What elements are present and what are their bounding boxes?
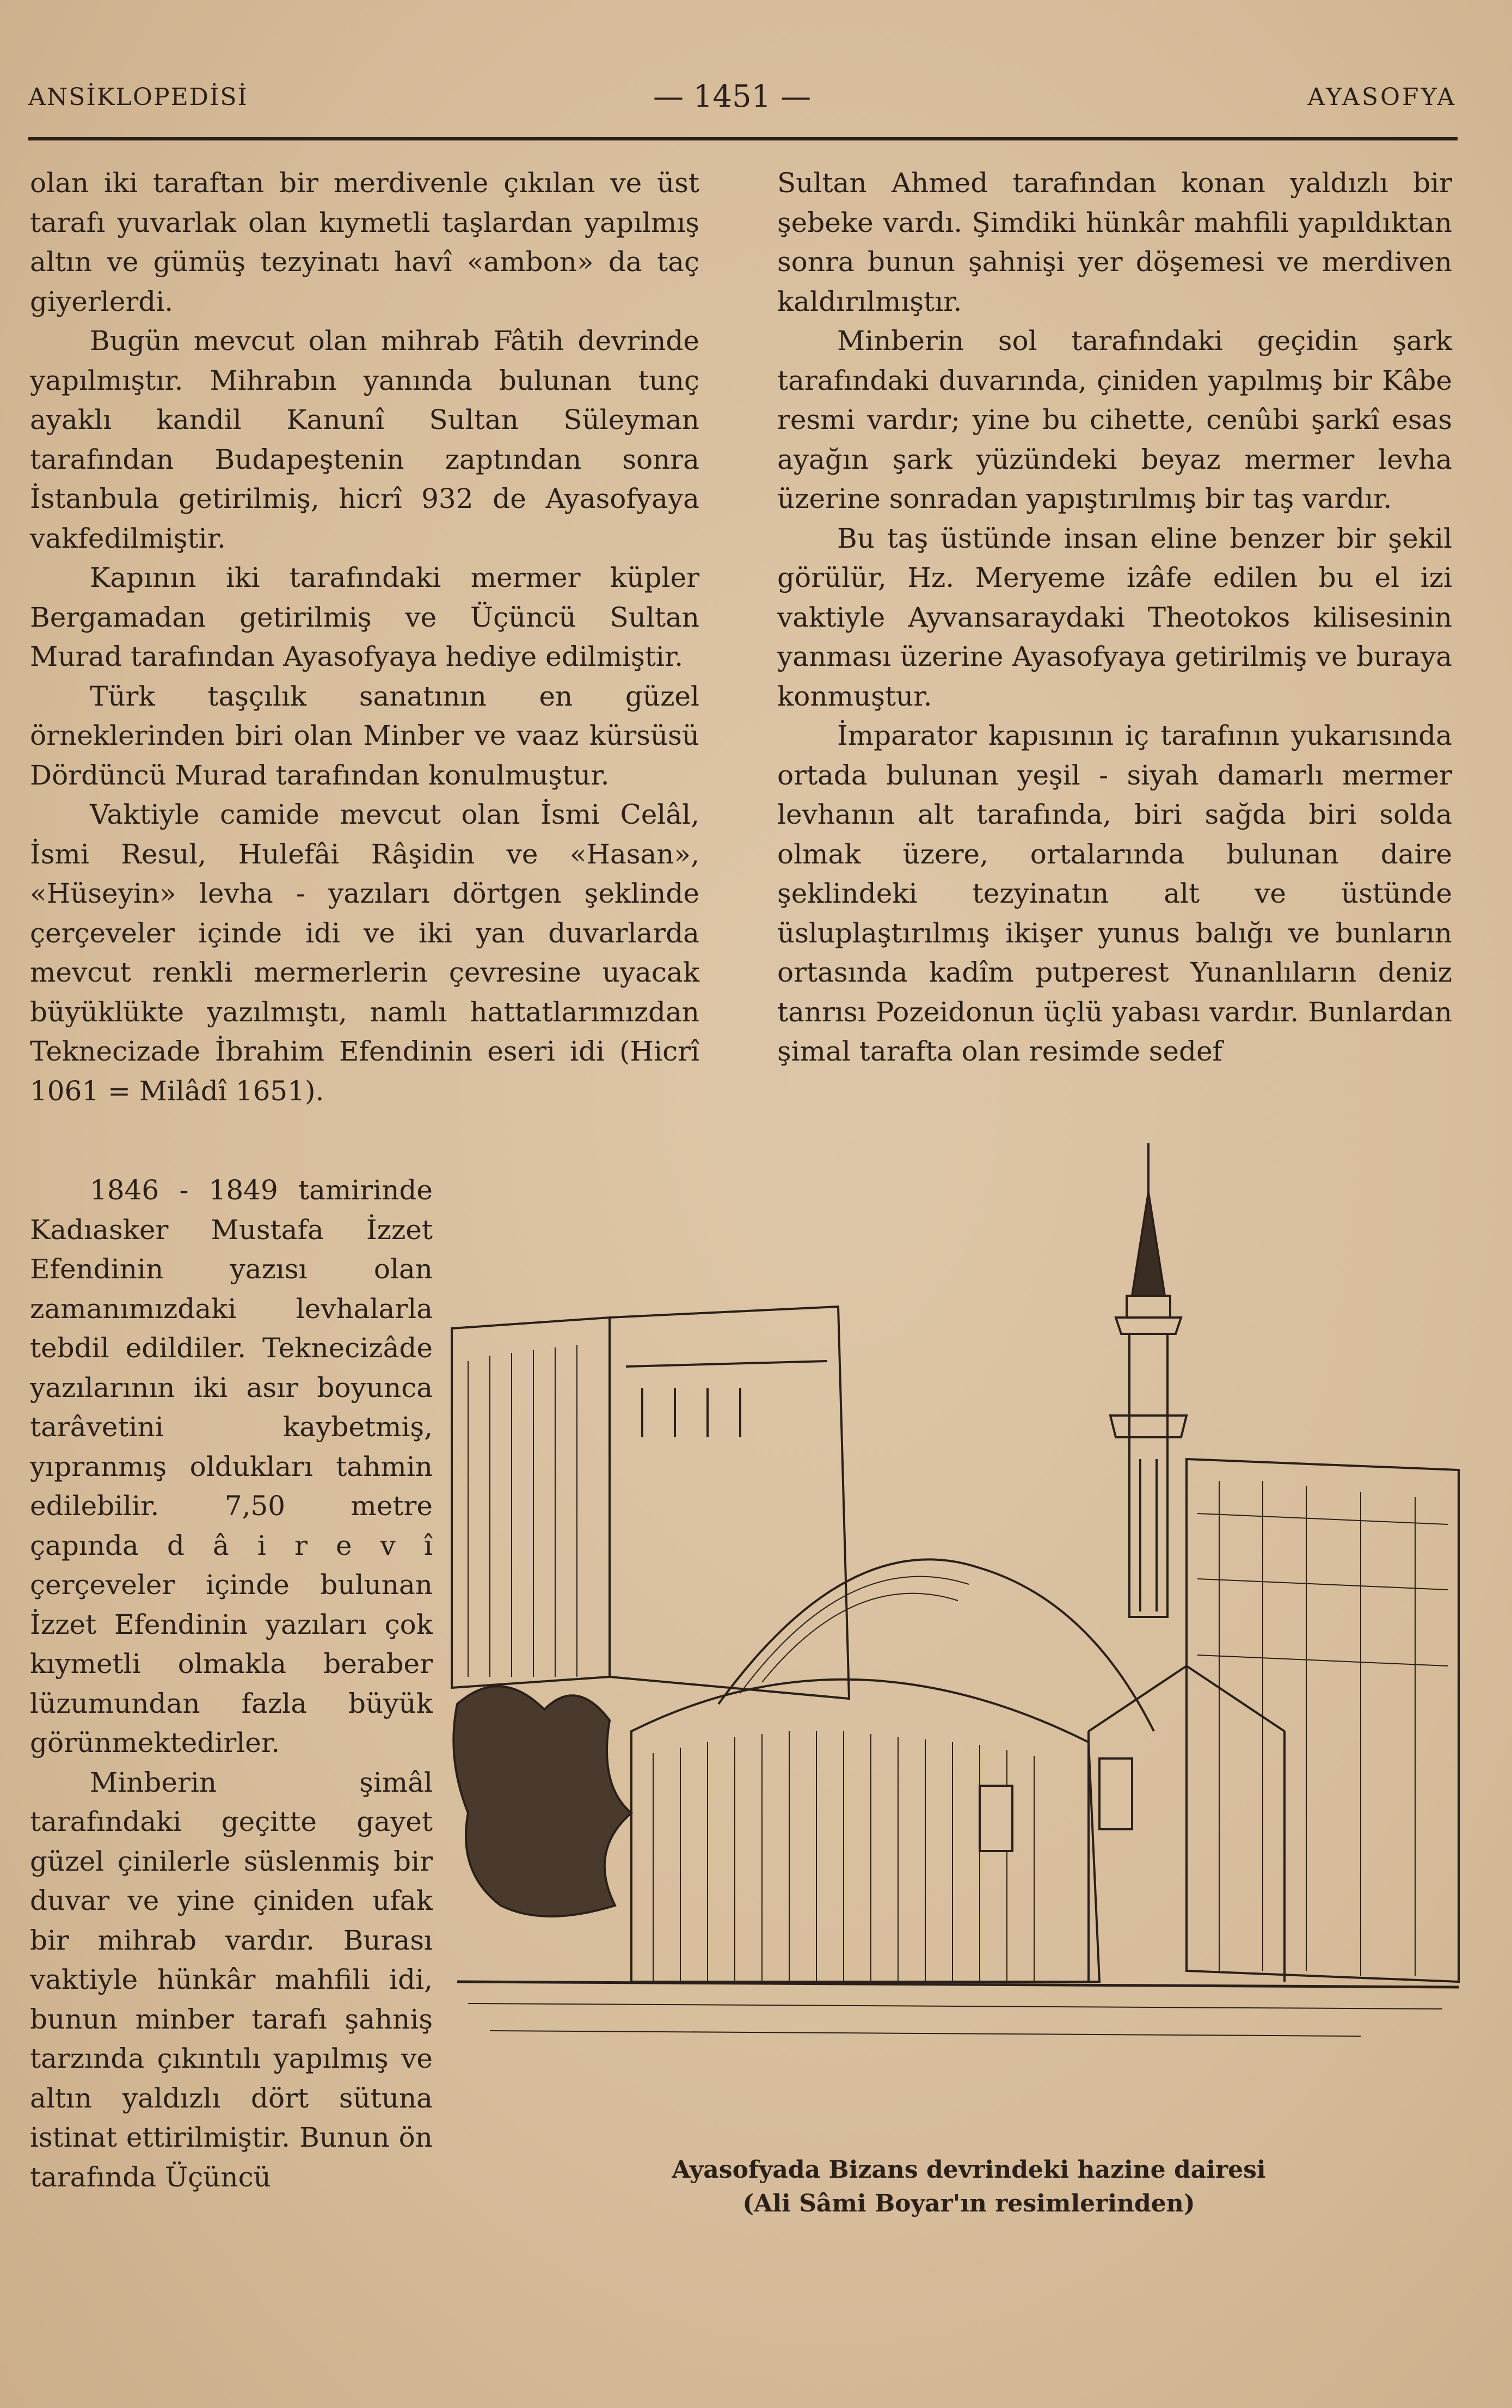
- illustration-treasury-building: [435, 1132, 1470, 2107]
- right-paragraph: Sultan Ahmed tarafından konan yaldızlı bir şebeke vardı. Şimdiki hünkâr mahfili yapıldıktan sonra bunun şahnişi yer döşemesi ve merdiven kaldırılmıştır.: [777, 167, 1452, 317]
- header-encyclopedia-label: ANSİKLOPEDİSİ: [28, 83, 248, 111]
- figure-caption: [626, 2153, 1312, 2221]
- right-paragraph: Minberin sol tarafındaki geçidin şark tarafındaki duvarında, çiniden yapılmış bir Kâbe resmi vardır; yine bu cihette, cenûbi şarkî esas ayağın şark yüzündeki beyaz mermer levha üzerine sonradan yapıştırılmış bir taş vardır.: [777, 325, 1452, 514]
- page-header: [0, 79, 1512, 122]
- caption-line-1: Ayasofyada Bizans devrindeki hazine dairesi: [672, 2156, 1266, 2184]
- left-narrow-paragraph: Minberin şimâl tarafındaki geçitte gayet güzel çinilerle süslenmiş bir duvar ve yine çiniden ufak bir mihrab vardır. Burası vaktiyle hünkâr mahfili idi, bunun minber tarafı şahniş tarzında çıkıntılı yapılmış ve altın yaldızlı dört sütuna istinat ettirilmiştir. Bunun ön tarafında Üçüncü: [30, 1766, 433, 2193]
- drawing: [435, 1132, 1470, 2107]
- right-paragraph: Bu taş üstünde insan eline benzer bir şekil görülür, Hz. Meryeme izâfe edilen bu el izi vaktiyle Ayvansaraydaki Theotokos kilisesinin yanması üzerine Ayasofyaya getirilmiş ve buraya konmuştur.: [777, 522, 1452, 712]
- right-column: [777, 163, 1452, 1071]
- header-rule: [28, 137, 1458, 140]
- left-paragraph: Türk taşçılık sanatının en güzel örneklerinden biri olan Minber ve vaaz kürsüsü Dördüncü Murad tarafından konulmuştur.: [30, 680, 699, 791]
- left-paragraph: olan iki taraftan bir merdivenle çıkılan ve üst tarafı yuvarlak olan kıymetli taşlardan yapılmış altın ve gümüş tezyinatı havî «ambon» da taç giyerlerdi.: [30, 167, 699, 317]
- left-column: [30, 163, 699, 1111]
- right-paragraph: İmparator kapısının iç tarafının yukarısında ortada bulunan yeşil - siyah damarlı mermer levhanın alt tarafında, biri sağda biri solda olmak üzere, ortalarında bulunan daire şeklindeki tezyinatın alt ve üstünde üsluplaştırılmış ikişer yunus balığı ve bunların ortasında kadîm putperest Yunanlıların deniz tanrısı Pozeidonun üçlü yabası vardır. Bunlardan şimal tarafta olan resimde sedef: [777, 720, 1452, 1067]
- left-paragraph: Bugün mevcut olan mihrab Fâtih devrinde yapılmıştır. Mihrabın yanında bulunan tunç ayaklı kandil Kanunî Sultan Süleyman tarafından Budapeştenin zaptından sonra İstanbula getirilmiş, hicrî 932 de Ayasofyaya vakfedilmiştir.: [30, 325, 699, 554]
- left-narrow-column: [30, 1171, 433, 2197]
- header-entry-title: AYASOFYA: [1307, 83, 1456, 111]
- left-paragraph: Vaktiyle camide mevcut olan İsmi Celâl, İsmi Resul, Hulefâi Râşidin ve «Hasan», «Hüseyin» levha - yazıları dörtgen şeklinde çerçeveler içinde idi ve iki yan duvarlarda mevcut renkli mermerlerin çevresine uyacak büyüklükte yazılmıştı, namlı hattatlarımızdan Teknecizade İbrahim Efendinin eseri idi (Hicrî 1061 = Milâdî 1651).: [30, 799, 699, 1107]
- left-paragraph: Kapının iki tarafındaki mermer küpler Bergamadan getirilmiş ve Üçüncü Sultan Murad tarafından Ayasofyaya hediye edilmiştir.: [30, 562, 699, 672]
- left-narrow-paragraph: 1846 - 1849 tamirinde Kadıasker Mustafa İzzet Efendinin yazısı olan zamanımızdaki levhalarla tebdil edildiler. Teknecizâde yazılarının iki asır boyunca tarâvetini kaybetmiş, yıpranmış oldukları tahmin edilebilir. 7,50 metre çapında d â i r e v î çerçeveler içinde bulunan İzzet Efendinin yazıları çok kıymetli olmakla beraber lüzumundan fazla büyük görünmektedirler.: [30, 1174, 433, 1758]
- caption-line-2: (Ali Sâmi Boyar'ın resimlerinden): [742, 2190, 1195, 2217]
- page-number: — 1451 —: [653, 79, 812, 114]
